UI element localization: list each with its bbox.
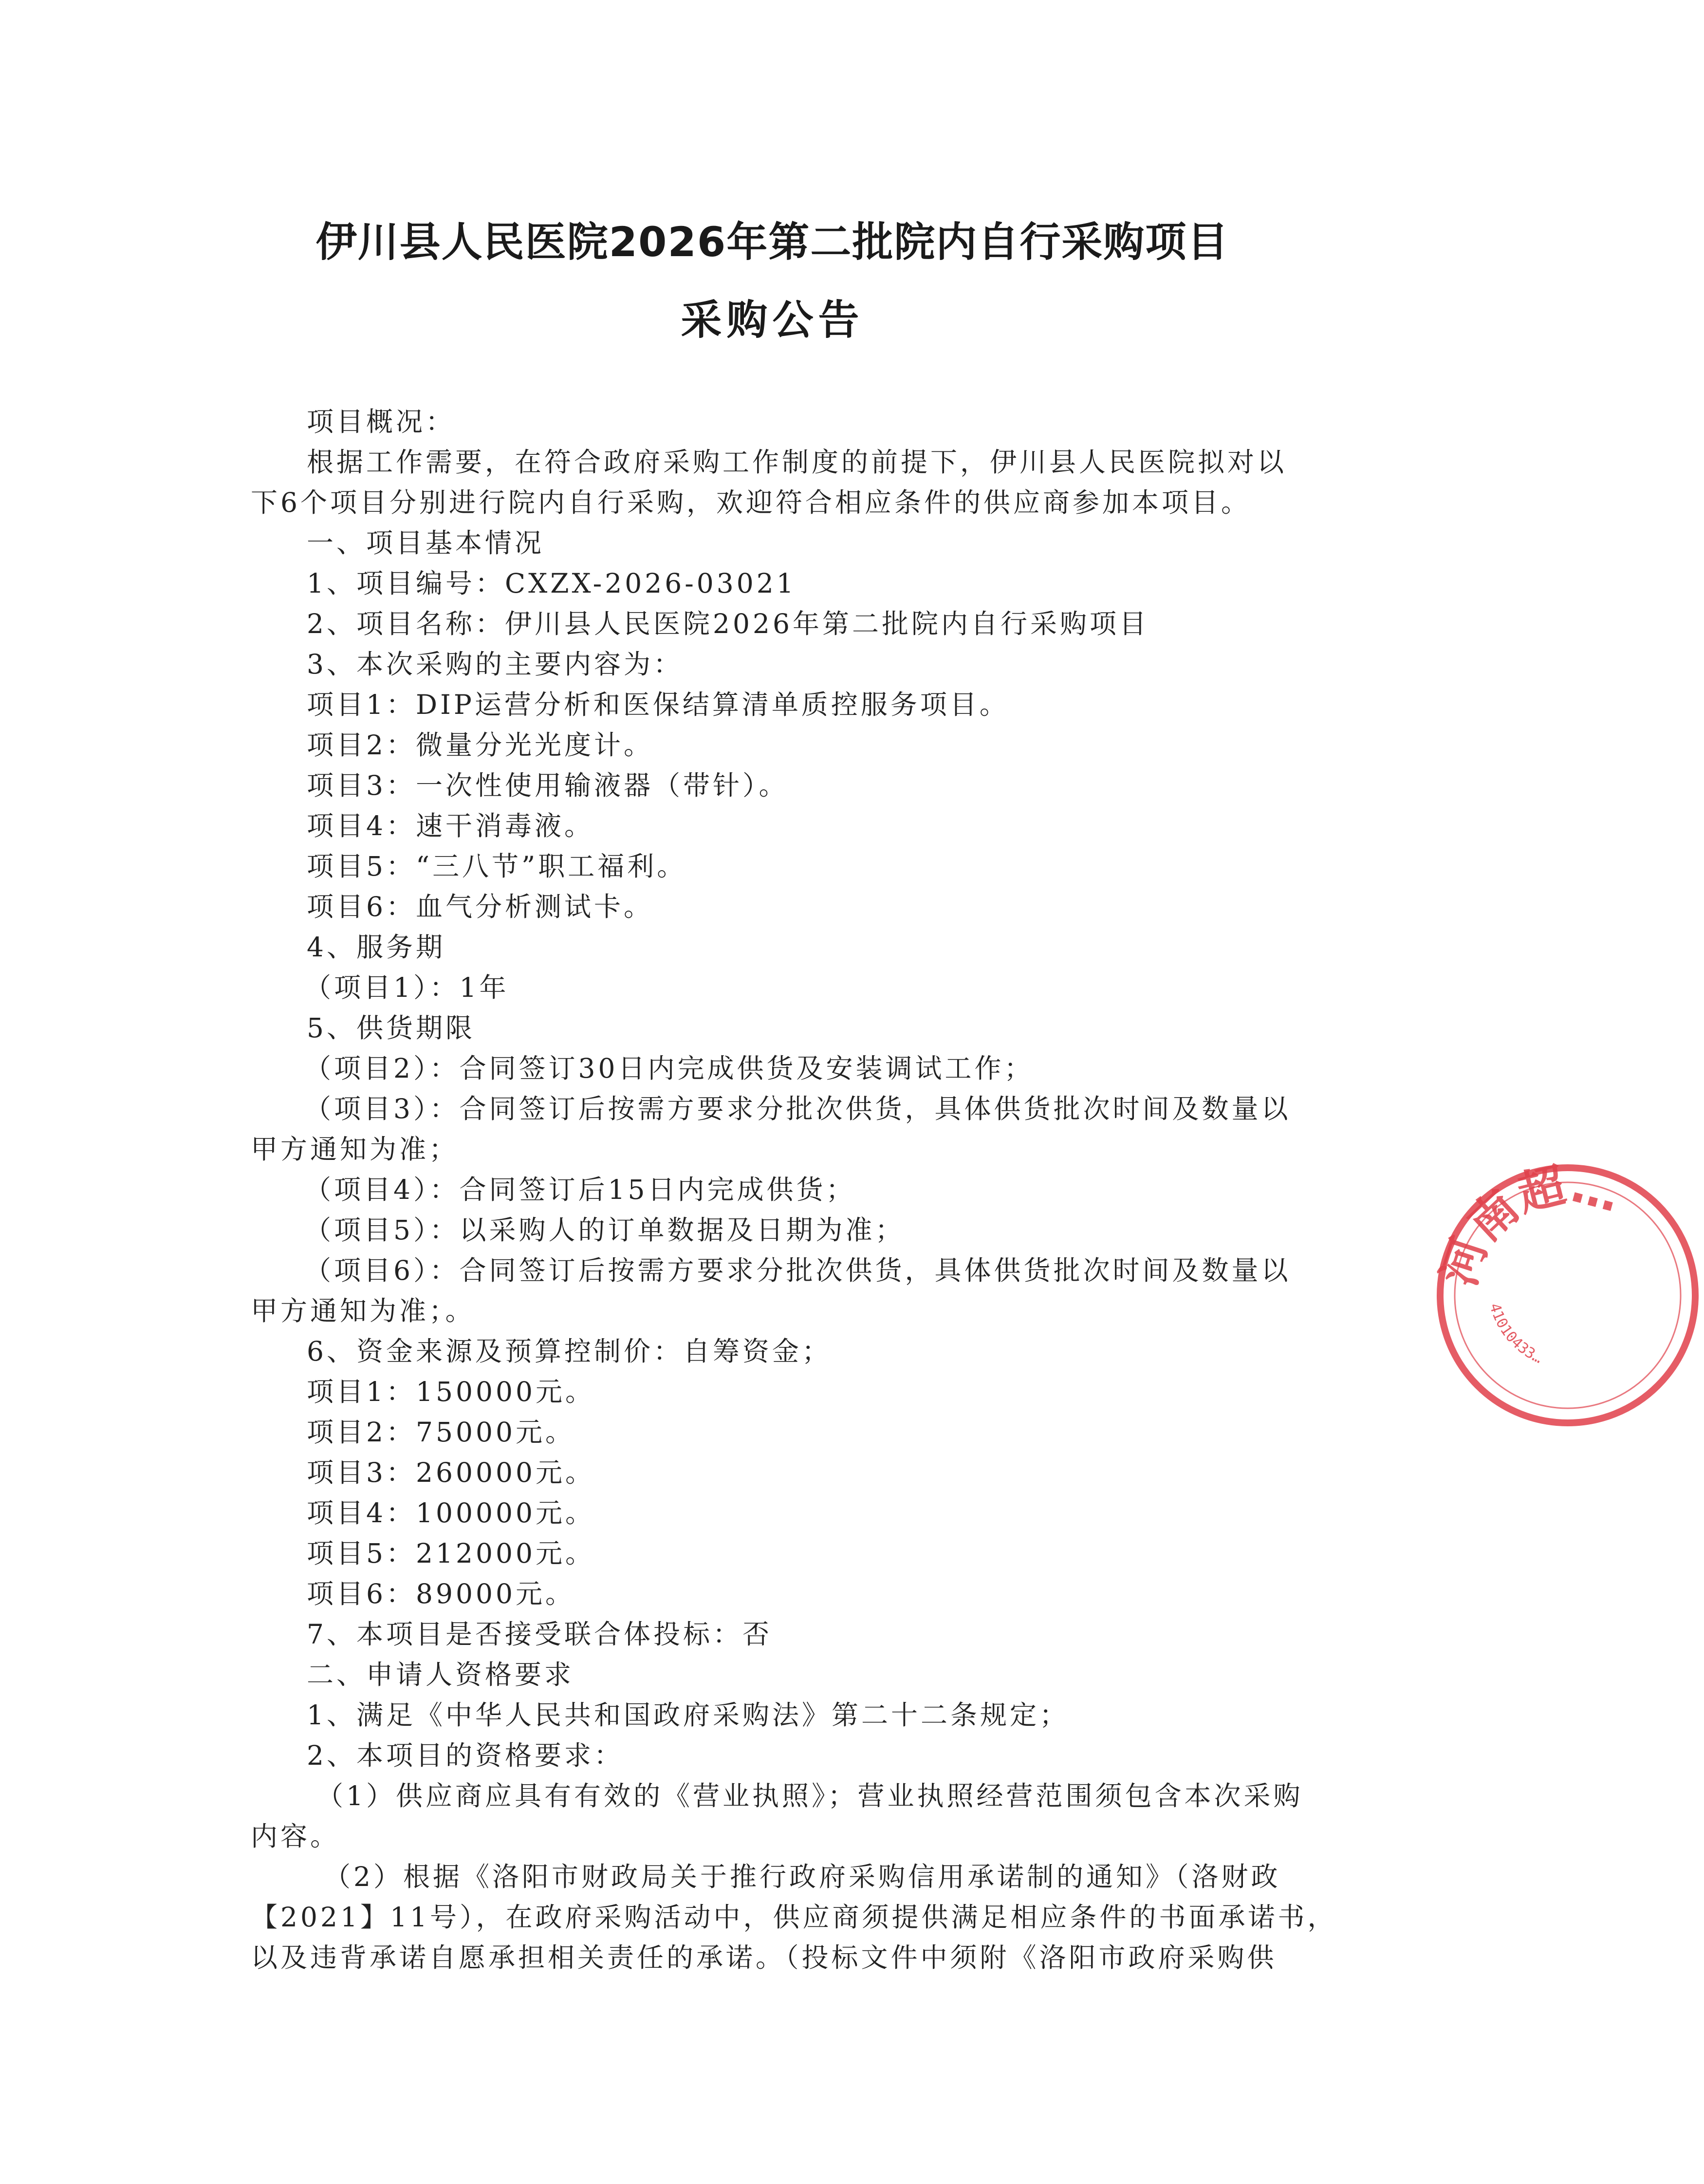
- svg-text:41010433…: [1486, 1301, 1545, 1367]
- document-body: [251, 402, 1337, 1978]
- paragraph-line: 以及违背承诺自愿承担相关责任的承诺。（投标文件中须附《洛阳市政府采购供: [251, 1942, 1277, 1973]
- paragraph-line: 甲方通知为准；。: [251, 1295, 475, 1326]
- paragraph-line: 【2021】11号），在政府采购活动中，供应商须提供满足相应条件的书面承诺书，: [251, 1902, 1337, 1933]
- list-item: 项目6：血气分析测试卡。: [307, 891, 653, 922]
- list-item: 项目3：260000元。: [307, 1457, 595, 1488]
- list-item: 项目4：100000元。: [307, 1497, 595, 1529]
- list-item: 项目1：DIP运营分析和医保结算清单质控服务项目。: [307, 689, 1009, 720]
- paragraph-line: 甲方通知为准；: [251, 1134, 459, 1165]
- list-item: 6、资金来源及预算控制价：自筹资金；: [307, 1336, 832, 1367]
- list-item: 2、项目名称：伊川县人民医院2026年第二批院内自行采购项目: [307, 608, 1149, 639]
- list-item: （项目3）：合同签订后按需方要求分批次供货，具体供货批次时间及数量以: [304, 1093, 1291, 1124]
- paragraph-line: 根据工作需要，在符合政府采购工作制度的前提下，伊川县人民医院拟对以: [307, 447, 1287, 478]
- list-item: 项目5：“三八节”职工福利。: [307, 851, 687, 882]
- document-subtitle: 采购公告: [681, 296, 864, 344]
- list-item: 3、本次采购的主要内容为：: [307, 649, 683, 680]
- list-item: 1、项目编号：CXZX-2026-03021: [307, 568, 796, 599]
- list-item: （项目2）：合同签订30日内完成供货及安装调试工作；: [304, 1053, 1034, 1084]
- section-heading: 二、申请人资格要求: [307, 1659, 574, 1690]
- list-item: 项目1：150000元。: [307, 1376, 595, 1407]
- list-item: 项目4：速干消毒液。: [307, 810, 594, 841]
- seal-text: 河南超…: [1431, 1159, 1626, 1292]
- list-item: （项目1）：1年: [304, 972, 509, 1003]
- list-item: 4、服务期: [307, 932, 445, 963]
- section-heading: 项目概况：: [307, 406, 456, 437]
- list-item: 项目6：89000元。: [307, 1578, 575, 1609]
- list-item: 2、本项目的资格要求：: [307, 1740, 624, 1771]
- list-item: 项目2：微量分光光度计。: [307, 729, 653, 761]
- list-item: （项目4）：合同签订后15日内完成供货；: [304, 1174, 856, 1205]
- list-item: 7、本项目是否接受联合体投标：否: [307, 1619, 772, 1650]
- list-item: （2）根据《洛阳市财政局关于推行政府采购信用承诺制的通知》（洛财政: [324, 1861, 1281, 1892]
- company-seal: [1431, 1159, 1704, 1432]
- list-item: （项目5）：以采购人的订单数据及日期为准；: [304, 1214, 905, 1246]
- list-item: 5、供货期限: [307, 1012, 475, 1044]
- list-item: 项目5：212000元。: [307, 1538, 595, 1569]
- list-item: 1、满足《中华人民共和国政府采购法》第二十二条规定；: [307, 1699, 1069, 1731]
- list-item: 项目2：75000元。: [307, 1417, 575, 1448]
- document-title: 伊川县人民医院2026年第二批院内自行采购项目: [315, 218, 1229, 266]
- paragraph-line: 下6个项目分别进行院内自行采购，欢迎符合相应条件的供应商参加本项目。: [251, 487, 1251, 518]
- paragraph-line: 内容。: [251, 1821, 340, 1852]
- list-item: 项目3：一次性使用输液器（带针）。: [307, 770, 789, 801]
- list-item: （项目6）：合同签订后按需方要求分批次供货，具体供货批次时间及数量以: [304, 1255, 1291, 1286]
- section-heading: 一、项目基本情况: [307, 527, 545, 559]
- list-item: （1）供应商应具有有效的《营业执照》；营业执照经营范围须包含本次采购: [316, 1780, 1303, 1811]
- seal-digits: 41010433…: [1486, 1301, 1545, 1367]
